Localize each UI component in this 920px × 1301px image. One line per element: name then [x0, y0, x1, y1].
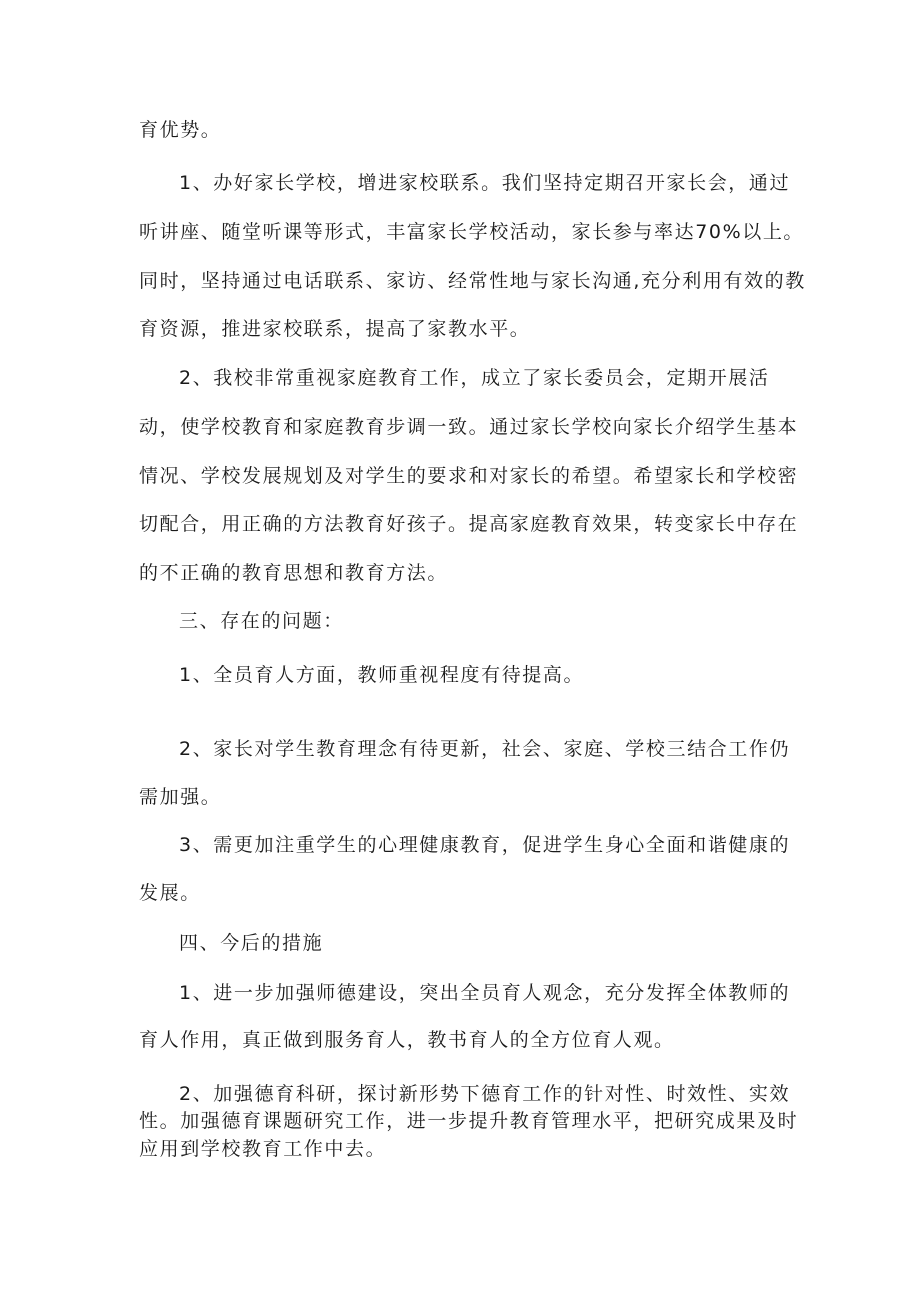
text-line: 2、加强德育科研，探讨新形势下德育工作的针对性、时效性、实效: [179, 1083, 791, 1105]
text-line: 需加强。: [139, 786, 222, 808]
text-line: 1、进一步加强师德建设，突出全员育人观念，充分发挥全体教师的: [179, 982, 791, 1004]
text-line: 1、办好家长学校，增进家校联系。我们坚持定期召开家长会，通过: [179, 172, 791, 194]
text-line: 情况、学校发展规划及对学生的要求和对家长的希望。希望家长和学校密: [139, 465, 799, 487]
text-line: 性。加强德育课题研究工作，进一步提升教育管理水平，把研究成果及时: [139, 1110, 799, 1132]
text-line: 的不正确的教育思想和教育方法。: [139, 562, 449, 584]
text-line: 2、我校非常重视家庭教育工作，成立了家长委员会，定期开展活: [179, 367, 770, 389]
text-line: 听讲座、随堂听课等形式，丰富家长学校活动，家长参与率达70%以上。: [139, 221, 805, 243]
text-line: 1、全员育人方面，教师重视程度有待提高。: [179, 664, 585, 686]
text-line: 应用到学校教育工作中去。: [139, 1138, 387, 1160]
section-heading: 三、存在的问题：: [179, 610, 344, 632]
text-line: 动，使学校教育和家庭教育步调一致。通过家长学校向家长介绍学生基本: [139, 416, 799, 438]
text-line: 育资源，推进家校联系，提高了家教水平。: [139, 318, 531, 340]
text-line: 育优势。: [139, 119, 222, 141]
text-line: 育人作用，真正做到服务育人，教书育人的全方位育人观。: [139, 1029, 675, 1051]
text-line: 发展。: [139, 882, 201, 904]
text-line: 同时，坚持通过电话联系、家访、经常性地与家长沟通,充分利用有效的教: [139, 270, 806, 292]
text-line: 3、需更加注重学生的心理健康教育，促进学生身心全面和谐健康的: [179, 834, 791, 856]
text-line: 2、家长对学生教育理念有待更新，社会、家庭、学校三结合工作仍: [179, 738, 791, 760]
section-heading: 四、今后的措施: [179, 932, 324, 954]
text-line: 切配合，用正确的方法教育好孩子。提高家庭教育效果，转变家长中存在: [139, 513, 799, 535]
